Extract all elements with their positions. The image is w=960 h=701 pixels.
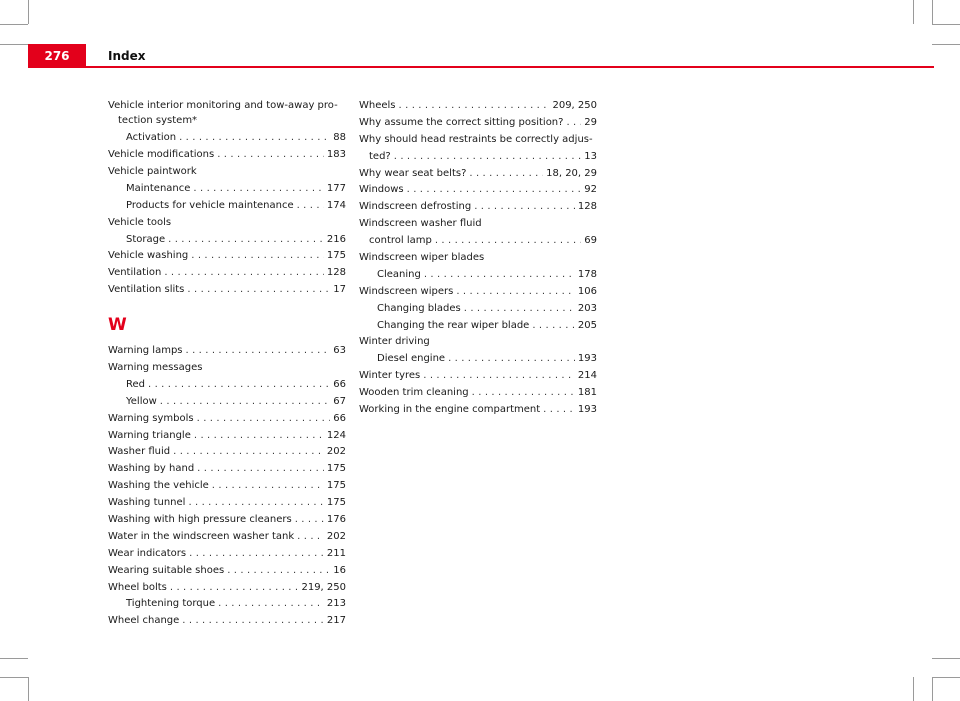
index-subentry <box>108 596 346 611</box>
index-entry <box>108 461 346 476</box>
index-entry <box>108 478 346 493</box>
index-page-reference: 128 <box>577 201 597 213</box>
index-page-reference: 211 <box>326 547 346 559</box>
dot-leader <box>399 98 550 113</box>
index-page-reference: 88 <box>333 132 346 144</box>
index-entry <box>108 546 346 561</box>
index-entry-term: Washing by hand <box>108 463 195 475</box>
dot-leader <box>182 613 324 628</box>
index-page-reference: 183 <box>326 149 346 161</box>
index-page-reference: 63 <box>333 345 346 357</box>
crop-mark <box>932 677 960 678</box>
dot-leader <box>297 529 324 544</box>
dot-leader <box>173 444 324 459</box>
dot-leader <box>297 198 324 213</box>
index-entry-term: Winter tyres <box>359 370 421 382</box>
index-page-reference: 175 <box>326 463 346 475</box>
index-entry <box>108 265 346 280</box>
crop-mark <box>932 658 960 659</box>
index-page-reference: 128 <box>326 267 346 279</box>
index-heading-text: Warning messages <box>108 361 203 373</box>
dot-leader <box>194 428 324 443</box>
index-entry <box>359 402 597 417</box>
index-entry-term: Windscreen wipers <box>359 285 454 297</box>
index-entry-term: Wooden trim cleaning <box>359 387 469 399</box>
dot-leader <box>160 394 330 409</box>
index-entry-term: Windows <box>359 184 404 196</box>
dot-leader <box>191 248 324 263</box>
index-subentry <box>108 232 346 247</box>
index-heading-text: Windscreen wiper blades <box>359 252 485 264</box>
dot-leader <box>187 282 330 297</box>
index-entry-term: Washer fluid <box>108 446 171 458</box>
index-subentry <box>108 394 346 409</box>
index-heading <box>359 334 597 349</box>
index-entry <box>108 282 346 297</box>
index-entry-term: Washing with high pressure cleaners <box>108 514 292 525</box>
dot-leader <box>407 182 582 197</box>
index-entry <box>359 284 597 299</box>
index-entry-term: Warning triangle <box>108 429 191 441</box>
index-entry-term: Red <box>126 378 145 390</box>
index-entry-term: Warning symbols <box>108 412 194 424</box>
index-heading <box>108 360 346 375</box>
index-entry-term: Vehicle modifications <box>108 149 215 161</box>
dot-leader <box>188 495 323 510</box>
index-entry-term: Ventilation slits <box>108 284 185 296</box>
index-entry-term: Washing tunnel <box>108 497 186 509</box>
crop-mark <box>28 677 29 701</box>
index-entry-term: Yellow <box>126 395 157 407</box>
index-entry-term: Diesel engine <box>377 353 446 365</box>
page-number: 276 <box>44 49 70 63</box>
dot-leader <box>424 267 575 282</box>
dot-leader <box>227 563 330 578</box>
index-entry-term: Wearing suitable shoes <box>108 564 225 576</box>
index-page-reference: 216 <box>326 233 346 245</box>
index-subentry <box>359 149 597 164</box>
index-subentry <box>108 198 346 213</box>
dot-leader <box>423 368 575 383</box>
index-heading <box>108 215 346 230</box>
crop-mark <box>932 0 933 24</box>
index-page-reference: 66 <box>333 412 346 424</box>
index-page-reference: 203 <box>577 302 597 314</box>
index-heading-text: Winter driving <box>359 336 430 348</box>
dot-leader <box>448 351 575 366</box>
index-entry <box>108 411 346 426</box>
dot-leader <box>179 130 330 145</box>
index-entry-term: Warning lamps <box>108 345 183 357</box>
index-entry <box>108 444 346 459</box>
index-entry <box>108 147 346 162</box>
index-page-reference: 202 <box>326 530 346 542</box>
index-page-reference: 106 <box>577 285 597 297</box>
index-page-reference: 177 <box>326 182 346 194</box>
index-heading-text: Why should head restraints be correctly adjus- <box>359 133 593 145</box>
index-subentry <box>108 377 346 392</box>
header-divider <box>86 66 934 68</box>
dot-leader <box>197 411 331 426</box>
index-page-reference: 193 <box>577 404 597 416</box>
index-subentry <box>359 318 597 333</box>
index-heading <box>359 250 597 265</box>
index-heading-continuation: tection system* <box>118 115 198 127</box>
index-entry <box>359 115 597 130</box>
crop-mark <box>0 658 28 659</box>
dot-leader <box>197 461 324 476</box>
index-entry-term: control lamp <box>369 235 432 247</box>
index-entry-term: Windscreen defrosting <box>359 201 472 213</box>
index-entry <box>359 98 597 113</box>
crop-mark <box>0 44 28 45</box>
index-page-reference: 193 <box>577 353 597 365</box>
index-page-reference: 178 <box>577 268 597 280</box>
index-entry-term: Cleaning <box>377 268 421 280</box>
index-entry <box>108 529 346 544</box>
index-heading-text: Vehicle tools <box>108 216 172 228</box>
crop-mark <box>28 0 29 24</box>
index-page-reference: 213 <box>326 598 346 610</box>
index-entry-term: Wheel bolts <box>108 581 167 593</box>
index-page-reference: 67 <box>333 395 346 407</box>
index-subentry <box>359 301 597 316</box>
index-page-reference: 17 <box>333 284 346 296</box>
index-heading-text: Vehicle paintwork <box>108 165 197 177</box>
index-entry-term: Ventilation <box>108 267 162 279</box>
index-column-right <box>359 98 597 419</box>
index-entry <box>108 563 346 578</box>
index-entry-term: Tightening torque <box>126 598 216 610</box>
index-page-reference: 18, 20, 29 <box>546 167 597 179</box>
index-entry-term: Working in the engine compartment <box>359 404 541 416</box>
page-number-badge <box>28 44 86 68</box>
index-entry <box>359 199 597 214</box>
index-page-reference: 175 <box>326 480 346 492</box>
crop-mark <box>932 24 960 25</box>
index-entry-term: Why assume the correct sitting position? <box>359 116 564 128</box>
index-entry <box>359 368 597 383</box>
index-entry <box>108 512 346 527</box>
section-letter: W <box>108 315 127 336</box>
index-entry-term: Activation <box>126 132 177 144</box>
crop-mark <box>0 677 28 678</box>
index-entry-term: Why wear seat belts? <box>359 167 467 179</box>
dot-leader <box>164 265 324 280</box>
dot-leader <box>168 232 324 247</box>
index-entry <box>108 495 346 510</box>
dot-leader <box>394 149 582 164</box>
index-page-reference: 217 <box>326 615 346 627</box>
dot-leader <box>218 596 324 611</box>
dot-leader <box>472 385 575 400</box>
dot-leader <box>212 478 324 493</box>
index-entry-term: Wheel change <box>108 615 180 627</box>
dot-leader <box>532 318 575 333</box>
index-entry-term: Water in the windscreen washer tank <box>108 530 295 542</box>
crop-mark <box>932 677 933 701</box>
index-page-reference: 175 <box>326 497 346 509</box>
dot-leader <box>469 166 543 181</box>
index-heading-text: Windscreen washer fluid <box>359 218 482 230</box>
dot-leader <box>543 402 575 417</box>
dot-leader <box>464 301 575 316</box>
index-entry <box>359 385 597 400</box>
dot-leader <box>435 233 581 248</box>
index-page-reference: 69 <box>584 235 597 247</box>
index-page-reference: 209, 250 <box>552 100 597 111</box>
index-page-reference: 124 <box>326 429 346 441</box>
index-page-reference: 202 <box>326 446 346 458</box>
index-subentry <box>359 351 597 366</box>
index-heading <box>359 132 597 147</box>
dot-leader <box>148 377 330 392</box>
page-title: Index <box>108 49 146 63</box>
index-entry <box>108 428 346 443</box>
index-entry-term: Changing the rear wiper blade <box>377 319 530 331</box>
index-entry <box>359 182 597 197</box>
index-entry-term: Vehicle washing <box>108 250 189 262</box>
index-entry <box>108 613 346 628</box>
index-entry-term: Storage <box>126 233 166 245</box>
index-page-reference: 205 <box>577 319 597 331</box>
index-page-reference: 219, 250 <box>301 581 346 593</box>
index-entry <box>108 248 346 263</box>
crop-mark <box>913 677 914 701</box>
dot-leader <box>456 284 575 299</box>
dot-leader <box>474 199 575 214</box>
crop-mark <box>0 24 28 25</box>
crop-mark <box>913 0 914 24</box>
index-heading-text: Vehicle interior monitoring and tow-away pro- <box>108 100 338 111</box>
index-subentry <box>359 233 597 248</box>
index-subentry <box>108 181 346 196</box>
index-entry-term: Maintenance <box>126 182 191 194</box>
dot-leader <box>170 580 299 595</box>
index-page-reference: 13 <box>584 150 597 162</box>
index-entry <box>108 343 346 358</box>
dot-leader <box>193 181 324 196</box>
index-page-reference: 175 <box>326 250 346 262</box>
dot-leader <box>295 512 324 527</box>
index-entry <box>359 166 597 181</box>
index-entry-term: Washing the vehicle <box>108 480 209 492</box>
index-entry <box>108 580 346 595</box>
dot-leader <box>217 147 324 162</box>
index-heading <box>359 216 597 231</box>
index-heading <box>108 98 346 129</box>
dot-leader <box>566 115 581 130</box>
index-page-reference: 92 <box>584 184 597 196</box>
index-entry-term: Wear indicators <box>108 547 187 559</box>
index-subentry <box>108 130 346 145</box>
index-page-reference: 16 <box>333 564 346 576</box>
dot-leader <box>189 546 324 561</box>
crop-mark <box>932 44 960 45</box>
index-entry-term: ted? <box>369 150 391 162</box>
index-entry-term: Changing blades <box>377 302 461 314</box>
index-heading <box>108 164 346 179</box>
index-page-reference: 176 <box>326 514 346 525</box>
index-entry-term: Products for vehicle maintenance <box>126 199 294 211</box>
index-page-reference: 214 <box>577 370 597 382</box>
index-page-reference: 66 <box>333 378 346 390</box>
index-page-reference: 174 <box>326 199 346 211</box>
index-subentry <box>359 267 597 282</box>
dot-leader <box>186 343 331 358</box>
index-column-left <box>108 98 346 630</box>
index-page-reference: 29 <box>584 116 597 128</box>
index-entry-term: Wheels <box>359 100 396 111</box>
index-page-reference: 181 <box>577 387 597 399</box>
